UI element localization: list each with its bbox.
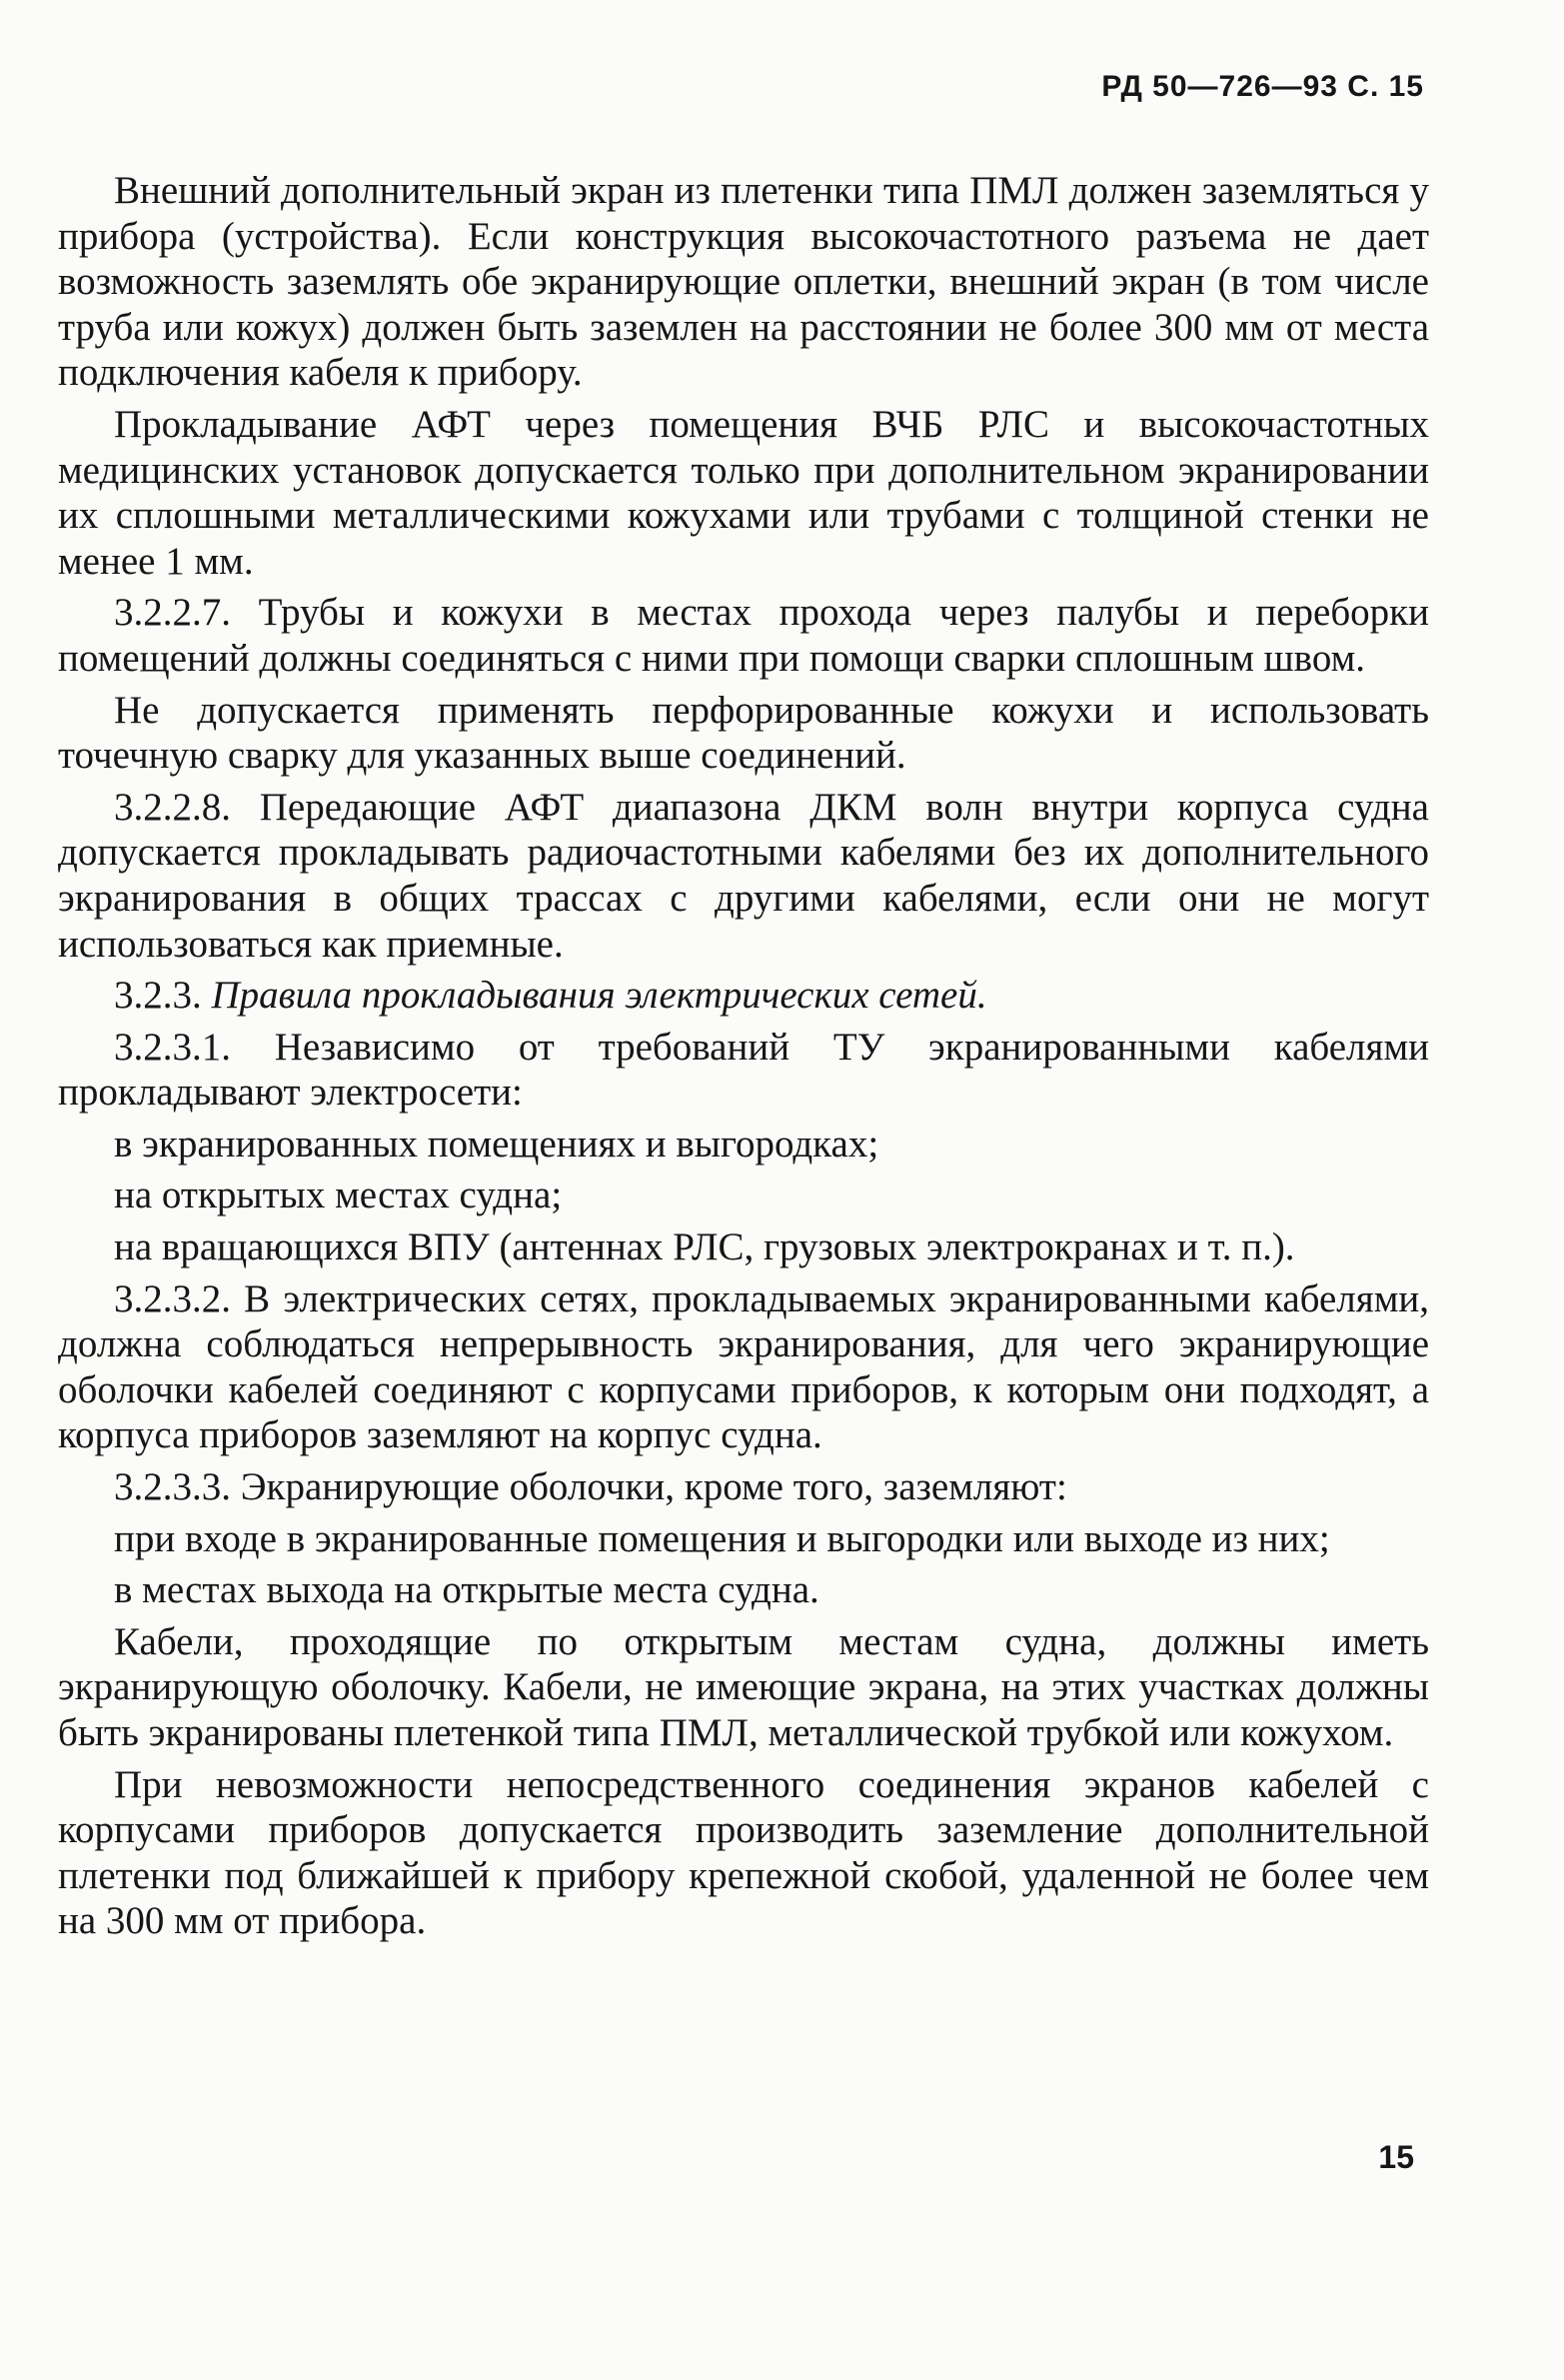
paragraph-open-deck-cables: Кабели, проходящие по открытым местам судна, должны иметь экранирующую оболочку. Кабели, не имеющие экрана, на этих участках должны быть экранированы плетенкой типа ПМЛ, металлической трубкой или кожухом. xyxy=(58,1619,1429,1754)
paragraph-3-2-2-7: 3.2.2.7. Трубы и кожухи в местах прохода через палубы и переборки помещений должны соединяться с ними при помощи сварки сплошным швом. xyxy=(58,591,1429,680)
paragraph-outer-screen: Внешний дополнительный экран из плетенки типа ПМЛ должен заземляться у прибора (устройства). Если конструкция высокочастотного разъема не дает возможность заземлять обе экранирующие оплетки, внешний экран (в том числе труба или кожух) должен быть заземлен на расстоянии не более 300 мм от места подключения кабеля к прибору. xyxy=(58,169,1429,395)
list-item: при входе в экранированные помещения и выгородки или выходе из них; xyxy=(114,1516,1330,1560)
section-heading-3-2-3 xyxy=(58,973,1429,1019)
list-item: в местах выхода на открытые места судна. xyxy=(114,1568,819,1612)
section-number: 3.2.3. xyxy=(114,974,202,1018)
section-title: Правила прокладывания электрических сетей. xyxy=(211,974,987,1018)
list-item: на открытых местах судна; xyxy=(114,1174,563,1217)
paragraph-3-2-2-8: 3.2.2.8. Передающие АФТ диапазона ДКМ волн внутри корпуса судна допускается прокладывать радиочастотными кабелями без их дополнительного экранирования в общих трассах с другими кабелями, если они не могут использоваться как приемные. xyxy=(58,785,1429,966)
document-body xyxy=(58,168,1429,1950)
paragraph-perforated: Не допускается применять перфорированные кожухи и использовать точечную сварку для указанных выше соединений. xyxy=(58,688,1429,778)
page-number: 15 xyxy=(1378,2139,1414,2175)
list-item: в экранированных помещениях и выгородках; xyxy=(114,1122,879,1166)
paragraph-grounding-bracket: При невозможности непосредственного соединения экранов кабелей с корпусами приборов допускается производить заземление дополнительной плетенки под ближайшей к прибору крепежной скобой, удаленной не более чем на 300 мм от прибора. xyxy=(58,1762,1429,1943)
paragraph-aft-routing: Прокладывание АФТ через помещения ВЧБ РЛС и высокочастотных медицинских установок допускается только при дополнительном экранировании их сплошными металлическими кожухами или трубами с толщиной стенки не менее 1 мм. xyxy=(58,402,1429,583)
paragraph-3-2-3-2: 3.2.3.2. В электрических сетях, прокладываемых экранированными кабелями, должна соблюдаться непрерывность экранирования, для чего экранирующие оболочки кабелей соединяют с корпусами приборов, к которым они подходят, а корпуса приборов заземляют на корпус судна. xyxy=(58,1276,1429,1457)
paragraph-3-2-3-1: 3.2.3.1. Независимо от требований ТУ экранированными кабелями прокладывают электросети: xyxy=(58,1025,1429,1115)
paragraph-3-2-3-3: 3.2.3.3. Экранирующие оболочки, кроме того, заземляют: xyxy=(114,1465,1067,1509)
running-header: РД 50—726—93 С. 15 xyxy=(1101,70,1424,103)
list-item: на вращающихся ВПУ (антеннах РЛС, грузовых электрокранах и т. п.). xyxy=(114,1225,1295,1269)
